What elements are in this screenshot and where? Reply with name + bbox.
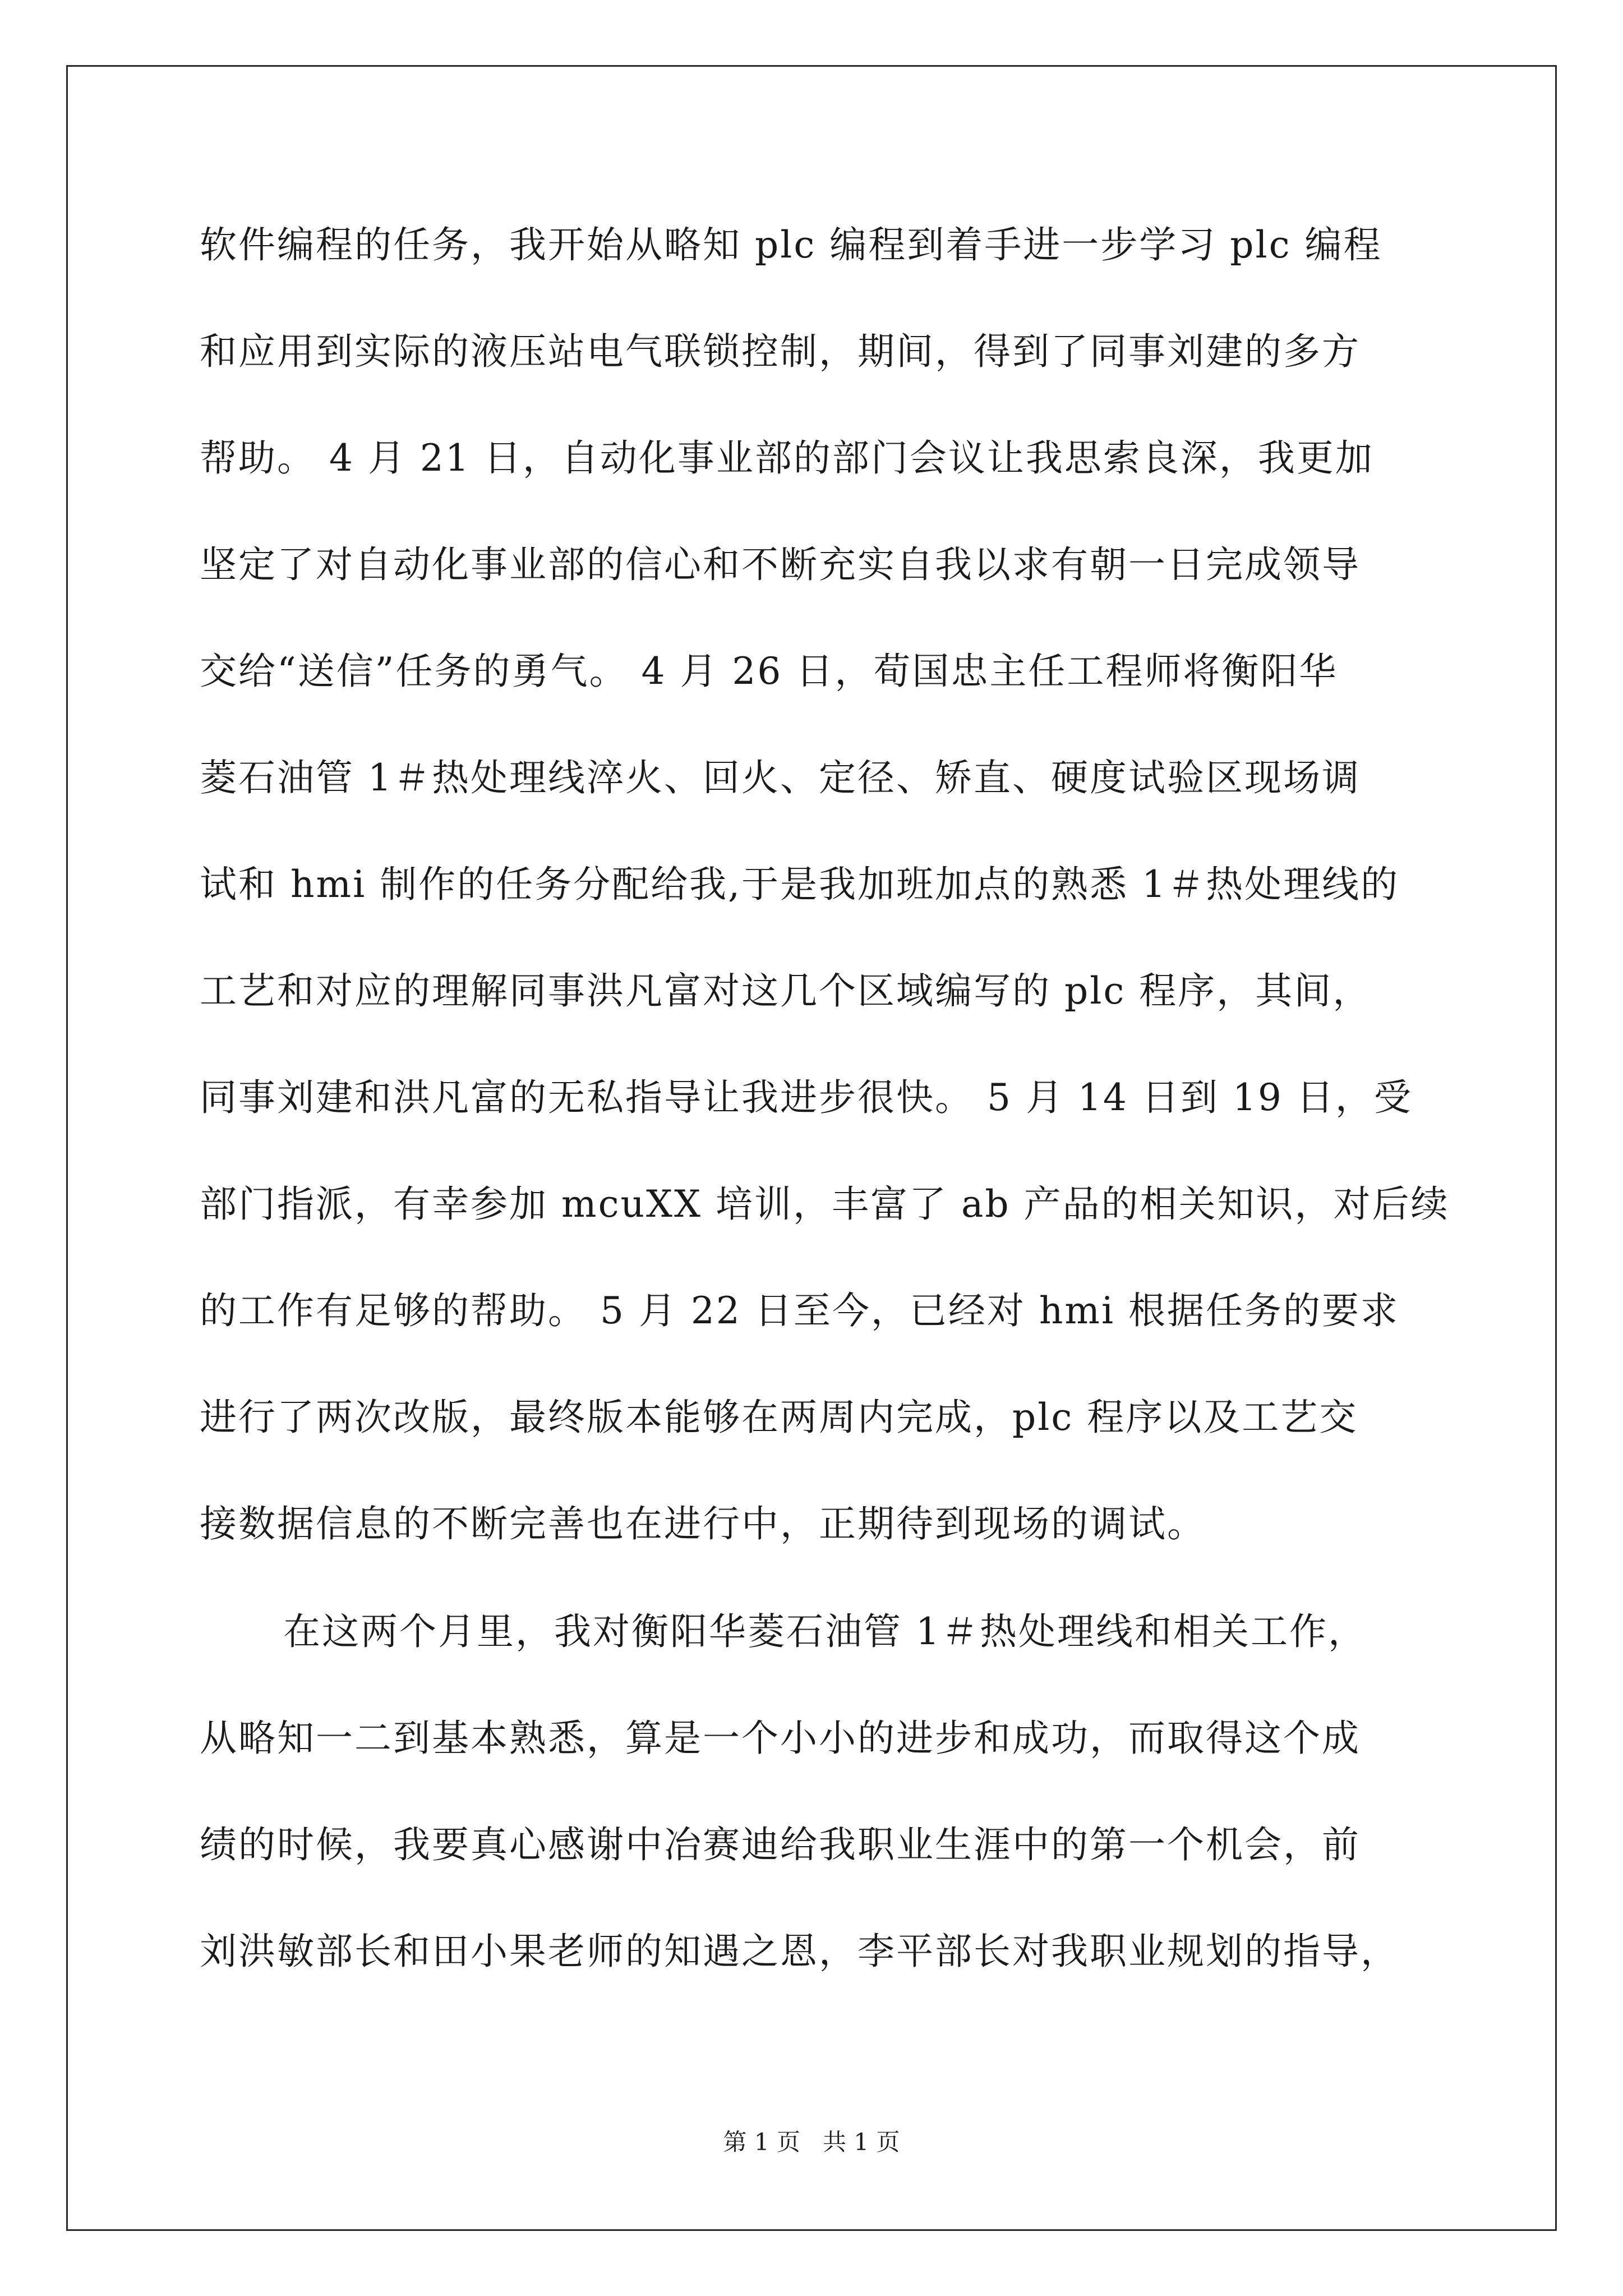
text-line-7: 试和 hmi 制作的任务分配给我,于是我加班加点的熟悉 1＃热处理线的 — [200, 863, 1400, 906]
text-line-13: 接数据信息的不断完善也在进行中，正期待到现场的调试。 — [200, 1502, 1206, 1545]
text-line-17: 刘洪敏部长和田小果老师的知遇之恩，李平部长对我职业规划的指导， — [200, 1930, 1399, 1973]
text-line-8: 工艺和对应的理解同事洪凡富对这几个区域编写的 plc 程序，其间， — [200, 969, 1372, 1013]
text-line-14: 在这两个月里，我对衡阳华菱石油管 1＃热处理线和相关工作， — [283, 1610, 1367, 1653]
text-line-4: 坚定了对自动化事业部的信心和不断充实自我以求有朝一日完成领导 — [200, 543, 1361, 586]
page-border — [66, 65, 1557, 2231]
page-number-footer: 第 1 页 共 1 页 — [723, 2128, 900, 2156]
text-line-16: 绩的时候，我要真心感谢中冶赛迪给我职业生涯中的第一个机会，前 — [200, 1823, 1361, 1866]
text-line-9: 同事刘建和洪凡富的无私指导让我进步很快。 5 月 14 日到 19 日，受 — [200, 1076, 1413, 1119]
text-line-3: 帮助。 4 月 21 日，自动化事业部的部门会议让我思索良深，我更加 — [200, 436, 1374, 480]
text-line-11: 的工作有足够的帮助。 5 月 22 日至今，已经对 hmi 根据任务的要求 — [200, 1289, 1400, 1332]
text-line-15: 从略知一二到基本熟悉，算是一个小小的进步和成功，而取得这个成 — [200, 1717, 1361, 1760]
text-line-6: 菱石油管 1＃热处理线淬火、回火、定径、矫直、硬度试验区现场调 — [200, 756, 1361, 799]
text-line-10: 部门指派，有幸参加 mcuXX 培训，丰富了 ab 产品的相关知识，对后续 — [200, 1182, 1450, 1226]
text-line-12: 进行了两次改版，最终版本能够在两周内完成，plc 程序以及工艺交 — [200, 1396, 1358, 1439]
text-line-2: 和应用到实际的液压站电气联锁控制，期间，得到了同事刘建的多方 — [200, 330, 1361, 373]
text-line-5: 交给“送信”任务的勇气。 4 月 26 日，荀国忠主任工程师将衡阳华 — [200, 650, 1338, 693]
text-line-1: 软件编程的任务，我开始从略知 plc 编程到着手进一步学习 plc 编程 — [200, 223, 1382, 266]
